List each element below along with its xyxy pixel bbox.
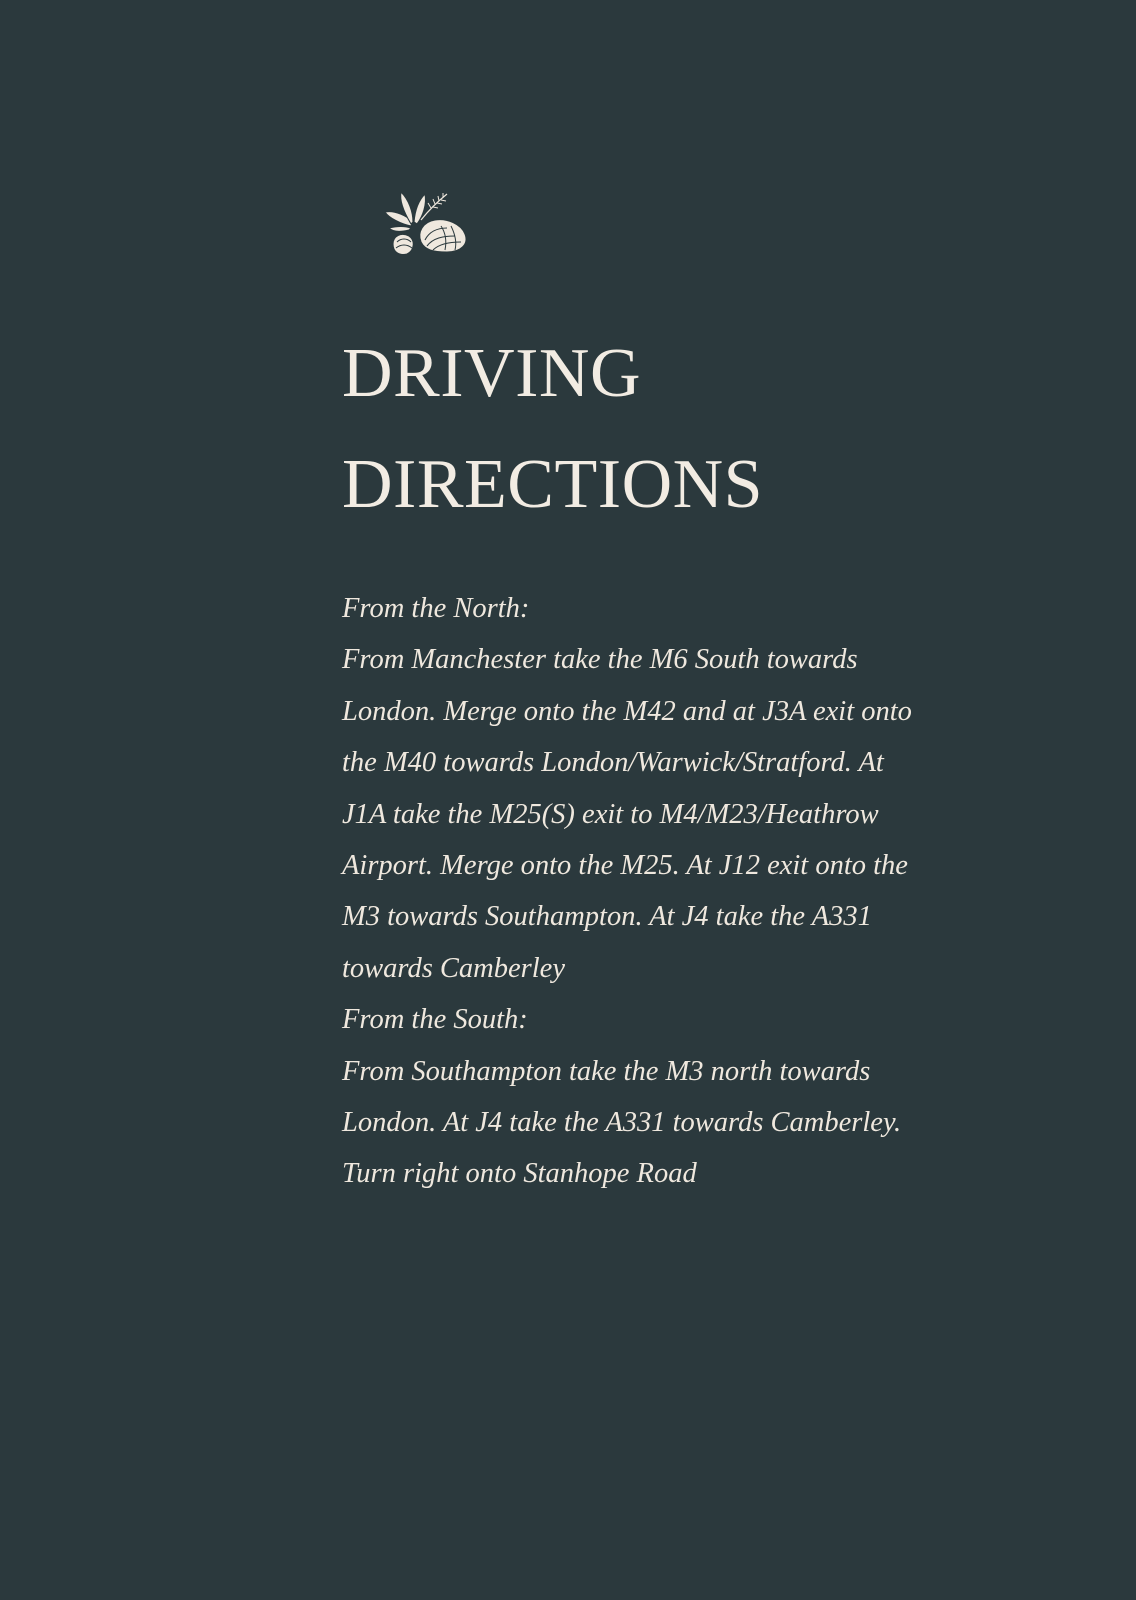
- directions-body: [342, 583, 1022, 1200]
- direction-line: M3 towards Southampton. At J4 take the A331: [342, 901, 872, 933]
- title-line-2: DIRECTIONS: [342, 446, 764, 523]
- direction-line: towards Camberley: [342, 952, 565, 984]
- direction-line: Airport. Merge onto the M25. At J12 exit onto the: [342, 850, 908, 882]
- direction-line: From Manchester take the M6 South towards: [342, 644, 858, 676]
- direction-line: the M40 towards London/Warwick/Stratford. At: [342, 747, 884, 779]
- direction-line: Turn right onto Stanhope Road: [342, 1158, 697, 1190]
- section-heading-north: From the North:: [342, 593, 530, 624]
- direction-line: London. Merge onto the M42 and at J3A exit onto: [342, 695, 912, 727]
- floral-sprig-icon: [381, 186, 473, 260]
- section-heading-south: From the South:: [342, 1004, 528, 1036]
- direction-line: London. At J4 take the A331 towards Camberley.: [342, 1107, 902, 1139]
- page-title: [342, 318, 763, 540]
- direction-line: From Southampton take the M3 north towards: [342, 1055, 871, 1087]
- title-line-1: DRIVING: [342, 335, 642, 412]
- direction-line: J1A take the M25(S) exit to M4/M23/Heathrow: [342, 798, 879, 830]
